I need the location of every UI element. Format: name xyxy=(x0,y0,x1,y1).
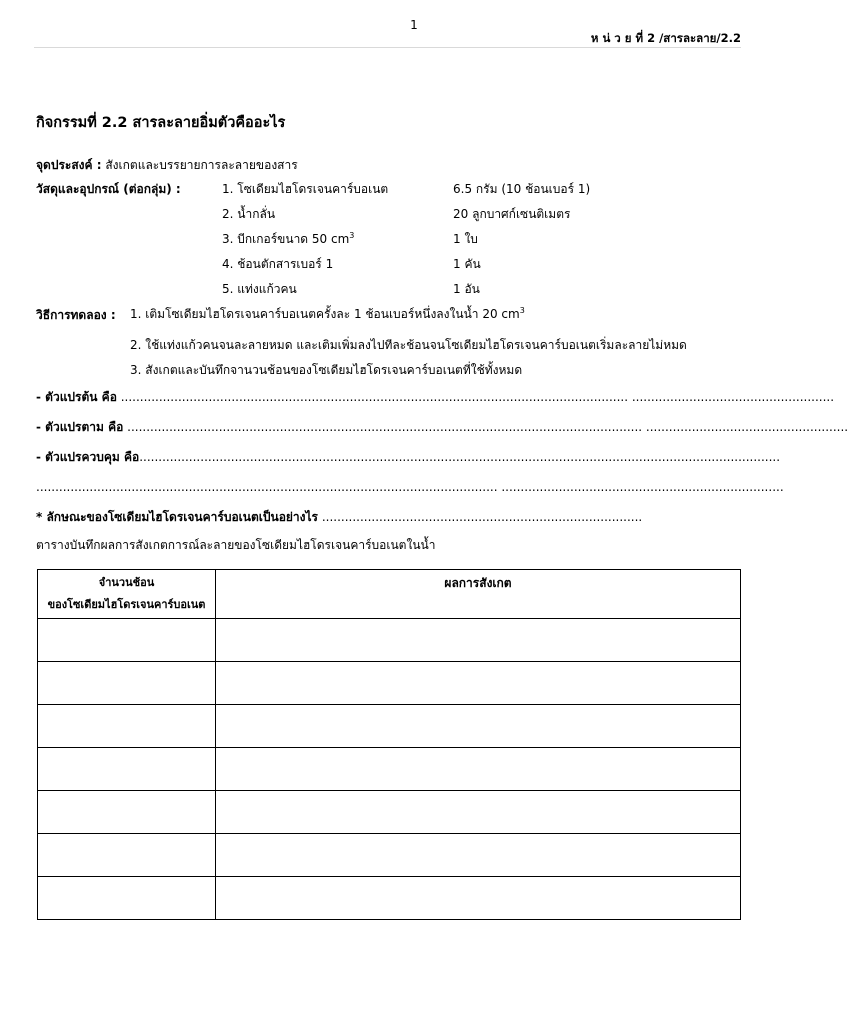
table-row xyxy=(38,748,741,791)
materials-label: วัสดุและอุปกรณ์ (ต่อกลุ่ม) : xyxy=(36,182,181,196)
table-row xyxy=(38,791,741,834)
controlled-variable-row: - ตัวแปรควบคุม คือ........................................................................................................................................................................ xyxy=(36,450,781,464)
material-item-qty: 20 ลูกบาศก์เซนติเมตร xyxy=(453,207,571,221)
observation-cell[interactable] xyxy=(216,791,741,834)
material-item-name: 5. แท่งแก้วคน xyxy=(222,282,297,296)
procedure-step: 1. เติมโซเดียมไฮโดรเจนคาร์บอเนตครั้งละ 1 ช้อนเบอร์หนึ่งลงในน้ำ 20 $cm^3$ xyxy=(130,306,525,321)
material-item-qty: 1 อัน xyxy=(453,282,480,296)
table-row xyxy=(38,619,741,662)
spoon-count-cell[interactable] xyxy=(38,662,216,705)
spoon-count-cell[interactable] xyxy=(38,748,216,791)
procedure-label: วิธีการทดลอง : xyxy=(36,308,116,322)
spoon-count-header: จำนวนช้อน ของโซเดียมไฮโดรเจนคาร์บอเนต xyxy=(38,570,216,619)
observation-table xyxy=(37,569,741,920)
continuation-line: ......................................................................................................................... .......................................................................... xyxy=(36,480,784,494)
spoon-count-cell[interactable] xyxy=(38,705,216,748)
observation-cell[interactable] xyxy=(216,877,741,920)
spoon-count-cell[interactable] xyxy=(38,619,216,662)
procedure-step: 2. ใช้แท่งแก้วคนจนละลายหมด และเติมเพิ่มลงไปทีละช้อนจนโซเดียมไฮโดรเจนคาร์บอเนตเริ่มละลายไม่หมด xyxy=(130,338,687,352)
table-header-row xyxy=(38,570,741,619)
material-item-name: 2. น้ำกลั่น xyxy=(222,207,276,221)
observation-header: ผลการสังเกต xyxy=(216,570,741,619)
table-row xyxy=(38,834,741,877)
material-item-name: 3. บีกเกอร์ขนาด 50 $cm^3$ xyxy=(222,231,355,246)
observation-cell[interactable] xyxy=(216,619,741,662)
unit-label: ห น่ ว ย ที่ 2 /สารละลาย/2.2 xyxy=(590,31,741,45)
observation-cell[interactable] xyxy=(216,834,741,877)
objective-row xyxy=(36,157,298,173)
table-caption: ตารางบันทึกผลการสังเกตการณ์ละลายของโซเดียมไฮโดรเจนคาร์บอเนตในน้ำ xyxy=(36,538,436,552)
material-item-qty: 1 คัน xyxy=(453,257,481,271)
spoon-count-cell[interactable] xyxy=(38,877,216,920)
material-item-qty: 6.5 กรัม (10 ช้อนเบอร์ 1) xyxy=(453,182,591,196)
table-row xyxy=(38,877,741,920)
material-item-name: 1. โซเดียมไฮโดรเจนคาร์บอเนต xyxy=(222,182,389,196)
objective-label: จุดประสงค์ : xyxy=(36,158,102,172)
dependent-variable-row: - ตัวแปรตาม คือ ....................................................................................................................................... ..................................................... xyxy=(36,420,848,434)
objective-text: สังเกตและบรรยายการละลายของสาร xyxy=(105,158,298,172)
table-row xyxy=(38,662,741,705)
table-row xyxy=(38,705,741,748)
material-item-name: 4. ช้อนตักสารเบอร์ 1 xyxy=(222,257,334,271)
question-row: * ลักษณะของโซเดียมไฮโดรเจนคาร์บอเนตเป็นอย่างไร .................................................................................... xyxy=(36,510,643,524)
page-number: 1 xyxy=(410,18,418,32)
header-divider xyxy=(34,47,741,48)
procedure-step: 3. สังเกตและบันทึกจานวนช้อนของโซเดียมไฮโดรเจนคาร์บอเนตที่ใช้ทั้งหมด xyxy=(130,363,523,377)
observation-cell[interactable] xyxy=(216,662,741,705)
spoon-count-cell[interactable] xyxy=(38,834,216,877)
independent-variable-row: - ตัวแปรต้น คือ ..................................................................................................................................... ..................................................... xyxy=(36,390,835,404)
material-item-qty: 1 ใบ xyxy=(453,232,478,246)
observation-cell[interactable] xyxy=(216,748,741,791)
spoon-count-cell[interactable] xyxy=(38,791,216,834)
activity-title: กิจกรรมที่ 2.2 สารละลายอิ่มตัวคืออะไร xyxy=(36,115,286,131)
observation-cell[interactable] xyxy=(216,705,741,748)
